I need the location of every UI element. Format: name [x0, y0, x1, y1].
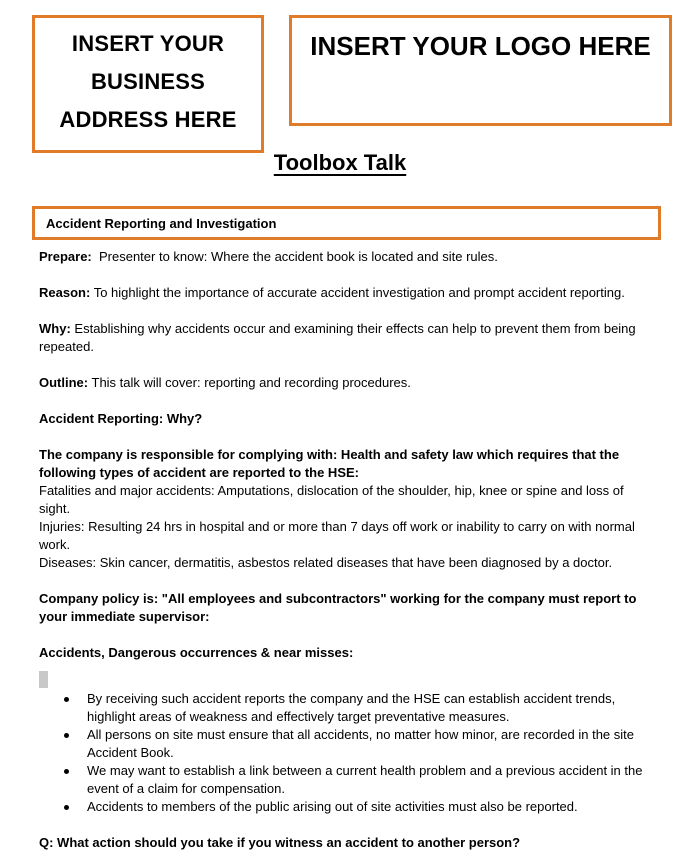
why-label: Why: [39, 321, 71, 336]
business-address-box [32, 15, 264, 153]
diseases-paragraph: Diseases: Skin cancer, dermatitis, asbestos related diseases that have been diagnosed by a doctor. [39, 555, 613, 570]
prepare-label: Prepare: [39, 249, 92, 264]
company-responsible-paragraph: The company is responsible for complying with: Health and safety law which requires that the following types of accident are reported to the HSE: [39, 447, 620, 480]
business-address-placeholder: INSERT YOUR BUSINESS ADDRESS HERE [59, 31, 237, 132]
outline-label: Outline: [39, 375, 89, 390]
page-title-wrap [0, 150, 680, 176]
reason-text: To highlight the importance of accurate accident investigation and prompt accident reporting. [93, 285, 625, 300]
list-item: Accidents to members of the public arising out of site activities must also be reported. [87, 798, 649, 816]
fatalities-paragraph: Fatalities and major accidents: Amputations, dislocation of the shoulder, hip, knee or spine and loss of sight. [39, 483, 624, 516]
injuries-paragraph: Injuries: Resulting 24 hrs in hospital and or more than 7 days off work or inability to carry on with normal work. [39, 519, 635, 552]
subject-box [32, 206, 661, 240]
prepare-text: Presenter to know: Where the accident book is located and site rules. [98, 249, 498, 264]
logo-placeholder: INSERT YOUR LOGO HERE [310, 31, 651, 61]
text-cursor-marker [39, 671, 48, 688]
question-paragraph: Q: What action should you take if you witness an accident to another person? [39, 835, 521, 850]
document-body [39, 248, 649, 852]
accident-reporting-heading: Accident Reporting: Why? [39, 411, 203, 426]
list-item: All persons on site must ensure that all accidents, no matter how minor, are recorded in the site Accident Book. [87, 726, 649, 762]
prepare-paragraph [39, 248, 649, 266]
list-item: We may want to establish a link between a current health problem and a previous accident in the event of a claim for compensation. [87, 762, 649, 798]
outline-text: This talk will cover: reporting and recording procedures. [91, 375, 411, 390]
reason-paragraph [39, 284, 649, 302]
logo-box [289, 15, 672, 126]
list-item: By receiving such accident reports the company and the HSE can establish accident trends, highlight areas of weakness and effectively target preventative measures. [87, 690, 649, 726]
page-title: Toolbox Talk [273, 150, 407, 175]
why-text: Establishing why accidents occur and examining their effects can help to prevent them from being repeated. [39, 321, 636, 354]
outline-paragraph [39, 374, 649, 392]
subject-title: Accident Reporting and Investigation [46, 216, 277, 231]
why-paragraph [39, 320, 649, 356]
reason-label: Reason: [39, 285, 91, 300]
accidents-heading: Accidents, Dangerous occurrences & near misses: [39, 645, 354, 660]
accident-bullet-list [39, 690, 649, 816]
company-policy-paragraph: Company policy is: "All employees and subcontractors" working for the company must report to your immediate supervisor: [39, 591, 637, 624]
